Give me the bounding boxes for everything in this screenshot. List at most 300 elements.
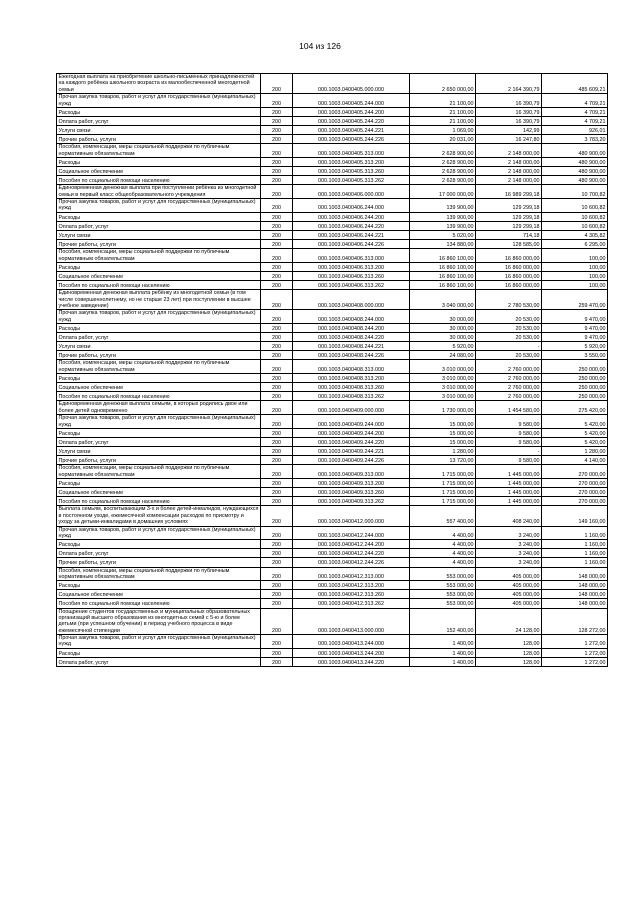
page-number: 104 из 126 (299, 41, 341, 51)
cell-name: Поощрение студентов государственных и муниципальных образовательных организаций высшего образования из многодетных семей с 5-ю и более детьми (при успешном обучении) в период учебного процесса в виде ежемесячной стипендии (57, 608, 261, 635)
cell-line-code: 200 (261, 506, 293, 526)
cell-budget-code: 000.1003.0400413.244.220 (293, 657, 410, 666)
cell-unexecuted: 9 470,00 (542, 324, 608, 333)
cell-executed: 16 860 000,00 (476, 262, 542, 271)
cell-executed: - (476, 342, 542, 351)
table-row (57, 383, 608, 392)
cell-name: Услуги связи (57, 447, 261, 456)
table-row (57, 107, 608, 116)
cell-executed: 3 240,00 (476, 540, 542, 549)
budget-execution-table (56, 73, 608, 667)
cell-budget-code: 000.1003.0400406.000.000 (293, 185, 410, 199)
cell-name: Выплата семьям, воспитывающим 3-х и более детей-инвалидов, нуждающихся в постоянном уходе, ежемесячной компенсации расходов по присмотру и уходу за детьми-инвалидами в домашних условиях (57, 506, 261, 526)
cell-name: Пособия, компенсации, меры социальной поддержки по публичным нормативным обязательствам (57, 465, 261, 479)
cell-budget-code: 000.1003.0400412.313.000 (293, 567, 410, 581)
cell-line-code: 200 (261, 74, 293, 94)
cell-unexecuted: 1 160,00 (542, 540, 608, 549)
table-row (57, 262, 608, 271)
cell-budget-code: 000.1003.0400412.244.226 (293, 558, 410, 567)
cell-executed: 16 390,79 (476, 107, 542, 116)
cell-budget-code: 000.1003.0400409.244.221 (293, 447, 410, 456)
cell-name: Пособия по социальной помощи населению (57, 281, 261, 290)
cell-executed: 16 860 000,00 (476, 249, 542, 263)
cell-budget-code: 000.1003.0400408.244.226 (293, 351, 410, 360)
cell-budget-code: 000.1003.0400408.313.000 (293, 360, 410, 374)
table-row (57, 176, 608, 185)
table-row (57, 374, 608, 383)
cell-line-code: 200 (261, 310, 293, 324)
cell-name: Прочая закупка товаров, работ и услуг для государственных (муниципальных) нужд (57, 635, 261, 649)
cell-name: Оплата работ, услуг (57, 549, 261, 558)
cell-unexecuted: 9 470,00 (542, 310, 608, 324)
cell-executed: 3 240,00 (476, 549, 542, 558)
cell-executed: 129 299,18 (476, 221, 542, 230)
table-row (57, 199, 608, 213)
cell-approved: 30 000,00 (410, 310, 476, 324)
cell-name: Прочая закупка товаров, работ и услуг для государственных (муниципальных) нужд (57, 199, 261, 213)
cell-line-code: 200 (261, 497, 293, 506)
cell-unexecuted: 275 420,00 (542, 401, 608, 415)
table-row (57, 310, 608, 324)
cell-name: Пособия, компенсации, меры социальной поддержки по публичным нормативным обязательствам (57, 360, 261, 374)
cell-executed: 2 760 000,00 (476, 374, 542, 383)
cell-name: Оплата работ, услуг (57, 333, 261, 342)
table-row (57, 657, 608, 666)
table-row (57, 581, 608, 590)
cell-unexecuted: 148 000,00 (542, 567, 608, 581)
cell-line-code: 200 (261, 428, 293, 437)
cell-line-code: 200 (261, 479, 293, 488)
cell-executed: 9 580,00 (476, 438, 542, 447)
cell-budget-code: 000.1003.0400408.000.000 (293, 290, 410, 310)
cell-executed: 3 240,00 (476, 558, 542, 567)
cell-approved: 4 400,00 (410, 549, 476, 558)
cell-executed: 408 240,00 (476, 506, 542, 526)
cell-executed: 129 299,18 (476, 212, 542, 221)
cell-line-code: 200 (261, 272, 293, 281)
cell-name: Прочие работы, услуги (57, 456, 261, 465)
cell-unexecuted: 10 600,82 (542, 199, 608, 213)
cell-name: Расходы (57, 158, 261, 167)
cell-budget-code: 000.1003.0400405.244.000 (293, 94, 410, 108)
cell-approved: 5 020,00 (410, 230, 476, 239)
cell-approved: 5 920,00 (410, 342, 476, 351)
cell-executed: 405 000,00 (476, 599, 542, 608)
table-row (57, 240, 608, 249)
cell-approved: 3 010 000,00 (410, 360, 476, 374)
cell-line-code: 200 (261, 351, 293, 360)
cell-unexecuted: 1 272,00 (542, 635, 608, 649)
cell-approved: 3 010 000,00 (410, 392, 476, 401)
cell-unexecuted: 4 305,82 (542, 230, 608, 239)
table-row (57, 135, 608, 144)
table-row (57, 401, 608, 415)
cell-line-code: 200 (261, 126, 293, 135)
cell-budget-code: 000.1003.0400405.313.200 (293, 158, 410, 167)
cell-budget-code: 000.1003.0400412.244.200 (293, 540, 410, 549)
cell-approved: 21 100,00 (410, 94, 476, 108)
cell-line-code: 200 (261, 94, 293, 108)
cell-approved: 553 000,00 (410, 581, 476, 590)
cell-budget-code: 000.1003.0400409.244.200 (293, 428, 410, 437)
table-row (57, 342, 608, 351)
cell-approved: 1 715 000,00 (410, 479, 476, 488)
table-row (57, 447, 608, 456)
table-row (57, 599, 608, 608)
cell-budget-code: 000.1003.0400408.244.200 (293, 324, 410, 333)
cell-unexecuted: 5 920,00 (542, 342, 608, 351)
cell-line-code: 200 (261, 185, 293, 199)
cell-name: Оплата работ, услуг (57, 657, 261, 666)
cell-unexecuted: 1 160,00 (542, 549, 608, 558)
cell-line-code: 200 (261, 333, 293, 342)
cell-approved: 1 715 000,00 (410, 465, 476, 479)
cell-line-code: 200 (261, 199, 293, 213)
cell-executed: 2 780 530,00 (476, 290, 542, 310)
cell-budget-code: 000.1003.0400405.244.221 (293, 126, 410, 135)
cell-line-code: 200 (261, 230, 293, 239)
table-row (57, 558, 608, 567)
table-row (57, 144, 608, 158)
cell-line-code: 200 (261, 360, 293, 374)
cell-line-code: 200 (261, 374, 293, 383)
table-row (57, 415, 608, 429)
cell-unexecuted: 148 000,00 (542, 599, 608, 608)
table-row (57, 94, 608, 108)
cell-line-code: 200 (261, 324, 293, 333)
cell-budget-code: 000.1003.0400409.313.000 (293, 465, 410, 479)
cell-name: Расходы (57, 324, 261, 333)
cell-approved: 15 000,00 (410, 428, 476, 437)
table-row (57, 167, 608, 176)
cell-unexecuted: 1 272,00 (542, 657, 608, 666)
cell-approved: 21 100,00 (410, 116, 476, 125)
cell-unexecuted: 5 420,00 (542, 438, 608, 447)
cell-name: Расходы (57, 540, 261, 549)
cell-line-code: 200 (261, 221, 293, 230)
cell-line-code: 200 (261, 540, 293, 549)
cell-line-code: 200 (261, 281, 293, 290)
cell-name: Социальное обеспечение (57, 590, 261, 599)
cell-executed: 405 000,00 (476, 567, 542, 581)
cell-approved: 4 400,00 (410, 526, 476, 540)
cell-budget-code: 000.1003.0400405.244.226 (293, 135, 410, 144)
cell-unexecuted: 10 600,82 (542, 221, 608, 230)
cell-approved: 1 400,00 (410, 648, 476, 657)
cell-unexecuted: 485 609,21 (542, 74, 608, 94)
cell-executed: 2 148 000,00 (476, 144, 542, 158)
cell-unexecuted: 480 900,00 (542, 144, 608, 158)
table-row (57, 158, 608, 167)
cell-unexecuted: 4 709,21 (542, 116, 608, 125)
cell-line-code: 200 (261, 465, 293, 479)
cell-name: Расходы (57, 262, 261, 271)
cell-unexecuted: 480 900,00 (542, 167, 608, 176)
cell-unexecuted: 4 709,21 (542, 107, 608, 116)
cell-unexecuted: 1 272,00 (542, 648, 608, 657)
table-row (57, 506, 608, 526)
table-row (57, 526, 608, 540)
cell-budget-code: 000.1003.0400412.244.220 (293, 549, 410, 558)
cell-unexecuted: 1 160,00 (542, 526, 608, 540)
cell-executed: 1 445 000,00 (476, 488, 542, 497)
cell-unexecuted: 259 470,00 (542, 290, 608, 310)
cell-unexecuted: 5 420,00 (542, 415, 608, 429)
cell-budget-code: 000.1003.0400412.000.000 (293, 506, 410, 526)
cell-name: Пособия по социальной помощи населению (57, 392, 261, 401)
cell-approved: 134 880,00 (410, 240, 476, 249)
cell-line-code: 200 (261, 176, 293, 185)
table-row (57, 230, 608, 239)
cell-name: Расходы (57, 212, 261, 221)
cell-name: Прочая закупка товаров, работ и услуг для государственных (муниципальных) нужд (57, 526, 261, 540)
cell-line-code: 200 (261, 590, 293, 599)
cell-budget-code: 000.1003.0400405.244.220 (293, 116, 410, 125)
cell-line-code: 200 (261, 526, 293, 540)
cell-line-code: 200 (261, 392, 293, 401)
cell-budget-code: 000.1003.0400409.313.262 (293, 497, 410, 506)
cell-name: Расходы (57, 374, 261, 383)
cell-executed: 128,00 (476, 657, 542, 666)
table-row (57, 648, 608, 657)
table-row (57, 465, 608, 479)
cell-name: Расходы (57, 107, 261, 116)
cell-approved: 1 730 000,00 (410, 401, 476, 415)
cell-name: Единовременная денежная выплата ребёнку из многодетной семьи (в том числе совершеннолетнему, но не старше 23 лет) при поступлении в высшее учебное заведение) (57, 290, 261, 310)
cell-approved: 2 628 900,00 (410, 158, 476, 167)
table-row (57, 497, 608, 506)
cell-executed: 1 445 000,00 (476, 479, 542, 488)
cell-executed: 128 585,00 (476, 240, 542, 249)
cell-name: Пособия, компенсации, меры социальной поддержки по публичным нормативным обязательствам (57, 144, 261, 158)
cell-approved: 1 069,00 (410, 126, 476, 135)
cell-unexecuted: 148 000,00 (542, 590, 608, 599)
cell-line-code: 200 (261, 158, 293, 167)
cell-name: Единовременная денежная выплата при поступлении ребёнка из многодетной семьи в первый класс общеобразовательного учреждения (57, 185, 261, 199)
cell-unexecuted: 100,00 (542, 281, 608, 290)
cell-budget-code: 000.1003.0400409.244.226 (293, 456, 410, 465)
table-row (57, 249, 608, 263)
cell-approved: 17 000 000,00 (410, 185, 476, 199)
table-row (57, 185, 608, 199)
cell-line-code: 200 (261, 635, 293, 649)
cell-unexecuted: 270 000,00 (542, 465, 608, 479)
cell-unexecuted: 5 420,00 (542, 428, 608, 437)
cell-approved: 1 280,00 (410, 447, 476, 456)
cell-executed: 3 240,00 (476, 526, 542, 540)
cell-executed: 129 299,18 (476, 199, 542, 213)
cell-budget-code: 000.1003.0400405.313.260 (293, 167, 410, 176)
cell-budget-code: 000.1003.0400406.244.221 (293, 230, 410, 239)
cell-approved: 2 628 900,00 (410, 176, 476, 185)
cell-executed: 2 760 000,00 (476, 383, 542, 392)
cell-unexecuted: 100,00 (542, 249, 608, 263)
cell-budget-code: 000.1003.0400409.244.000 (293, 415, 410, 429)
table-row (57, 281, 608, 290)
cell-name: Единовременная денежная выплата семьям, в которых родились двое или более детей одновременно (57, 401, 261, 415)
cell-approved: 24 080,00 (410, 351, 476, 360)
cell-budget-code: 000.1003.0400408.244.000 (293, 310, 410, 324)
cell-executed: 1 445 000,00 (476, 465, 542, 479)
cell-unexecuted: 10 600,82 (542, 212, 608, 221)
cell-approved: 2 628 900,00 (410, 144, 476, 158)
cell-approved: 553 000,00 (410, 599, 476, 608)
cell-name: Услуги связи (57, 126, 261, 135)
table-row (57, 351, 608, 360)
cell-budget-code: 000.1003.0400406.313.000 (293, 249, 410, 263)
cell-budget-code: 000.1003.0400412.313.260 (293, 590, 410, 599)
cell-name: Пособия по социальной помощи населению (57, 599, 261, 608)
cell-budget-code: 000.1003.0400406.244.000 (293, 199, 410, 213)
cell-budget-code: 000.1003.0400412.313.200 (293, 581, 410, 590)
cell-line-code: 200 (261, 383, 293, 392)
cell-name: Пособия по социальной помощи населению (57, 176, 261, 185)
cell-name: Услуги связи (57, 342, 261, 351)
cell-executed: 2 760 000,00 (476, 392, 542, 401)
cell-approved: 553 000,00 (410, 590, 476, 599)
cell-name: Прочие работы, услуги (57, 351, 261, 360)
cell-approved: 16 860 100,00 (410, 262, 476, 271)
cell-budget-code: 000.1003.0400406.244.226 (293, 240, 410, 249)
cell-approved: 1 400,00 (410, 635, 476, 649)
cell-unexecuted: 480 900,00 (542, 158, 608, 167)
cell-budget-code: 000.1003.0400408.244.220 (293, 333, 410, 342)
table-row (57, 212, 608, 221)
cell-executed: 405 000,00 (476, 590, 542, 599)
cell-approved: 2 650 000,00 (410, 74, 476, 94)
cell-unexecuted: 270 000,00 (542, 488, 608, 497)
cell-executed: 2 760 000,00 (476, 360, 542, 374)
cell-unexecuted: 250 000,00 (542, 360, 608, 374)
cell-approved: 3 040 000,00 (410, 290, 476, 310)
cell-executed: 1 454 580,00 (476, 401, 542, 415)
cell-name: Оплата работ, услуг (57, 116, 261, 125)
cell-approved: 13 720,00 (410, 456, 476, 465)
cell-approved: 553 000,00 (410, 567, 476, 581)
cell-budget-code: 000.1003.0400405.244.200 (293, 107, 410, 116)
table-row (57, 590, 608, 599)
cell-approved: 3 010 000,00 (410, 374, 476, 383)
cell-line-code: 200 (261, 567, 293, 581)
cell-approved: 20 031,00 (410, 135, 476, 144)
cell-name: Прочие работы, услуги (57, 240, 261, 249)
cell-executed: 16 989 299,18 (476, 185, 542, 199)
cell-name: Прочие работы, услуги (57, 558, 261, 567)
cell-executed: 20 530,00 (476, 351, 542, 360)
cell-unexecuted: 100,00 (542, 272, 608, 281)
table-row (57, 221, 608, 230)
cell-name: Оплата работ, услуг (57, 438, 261, 447)
cell-name: Оплата работ, услуг (57, 221, 261, 230)
table-row (57, 126, 608, 135)
table-row (57, 116, 608, 125)
cell-budget-code: 000.1003.0400406.244.200 (293, 212, 410, 221)
cell-budget-code: 000.1003.0400409.313.260 (293, 488, 410, 497)
cell-budget-code: 000.1003.0400408.313.262 (293, 392, 410, 401)
cell-name: Социальное обеспечение (57, 167, 261, 176)
cell-executed: 142,99 (476, 126, 542, 135)
cell-unexecuted: 4 709,21 (542, 94, 608, 108)
cell-line-code: 200 (261, 581, 293, 590)
cell-line-code: 200 (261, 116, 293, 125)
cell-name: Расходы (57, 428, 261, 437)
cell-approved: 557 400,00 (410, 506, 476, 526)
cell-line-code: 200 (261, 549, 293, 558)
table-row (57, 428, 608, 437)
cell-unexecuted: 3 783,20 (542, 135, 608, 144)
cell-unexecuted: 250 000,00 (542, 383, 608, 392)
cell-executed: 2 148 000,00 (476, 158, 542, 167)
cell-executed: 2 164 390,79 (476, 74, 542, 94)
cell-unexecuted: 148 000,00 (542, 581, 608, 590)
cell-approved: 139 900,00 (410, 212, 476, 221)
cell-budget-code: 000.1003.0400409.000.000 (293, 401, 410, 415)
cell-name: Услуги связи (57, 230, 261, 239)
cell-unexecuted: 1 280,00 (542, 447, 608, 456)
table-row (57, 333, 608, 342)
cell-executed: 16 247,80 (476, 135, 542, 144)
cell-budget-code: 000.1003.0400409.313.200 (293, 479, 410, 488)
cell-executed: 16 860 000,00 (476, 281, 542, 290)
cell-unexecuted: 1 160,00 (542, 558, 608, 567)
cell-executed: 9 580,00 (476, 415, 542, 429)
cell-name: Социальное обеспечение (57, 488, 261, 497)
cell-budget-code: 000.1003.0400406.313.260 (293, 272, 410, 281)
table-row (57, 438, 608, 447)
cell-executed: 714,18 (476, 230, 542, 239)
cell-name: Социальное обеспечение (57, 383, 261, 392)
cell-budget-code: 000.1003.0400406.313.262 (293, 281, 410, 290)
cell-executed: 405 000,00 (476, 581, 542, 590)
cell-budget-code: 000.1003.0400406.313.200 (293, 262, 410, 271)
cell-executed: 20 530,00 (476, 333, 542, 342)
cell-unexecuted: 250 000,00 (542, 392, 608, 401)
cell-unexecuted: 270 000,00 (542, 479, 608, 488)
cell-budget-code: 000.1003.0400413.244.000 (293, 635, 410, 649)
table-row (57, 74, 608, 94)
cell-approved: 139 900,00 (410, 221, 476, 230)
cell-name: Прочая закупка товаров, работ и услуг для государственных (муниципальных) нужд (57, 94, 261, 108)
cell-name: Социальное обеспечение (57, 272, 261, 281)
table-row (57, 360, 608, 374)
cell-approved: 1 400,00 (410, 657, 476, 666)
cell-unexecuted: 480 900,00 (542, 176, 608, 185)
cell-budget-code: 000.1003.0400405.000.000 (293, 74, 410, 94)
cell-line-code: 200 (261, 438, 293, 447)
cell-approved: 21 100,00 (410, 107, 476, 116)
table-row (57, 392, 608, 401)
cell-budget-code: 000.1003.0400413.244.200 (293, 648, 410, 657)
cell-approved: 4 400,00 (410, 540, 476, 549)
cell-budget-code: 000.1003.0400408.313.260 (293, 383, 410, 392)
cell-line-code: 200 (261, 558, 293, 567)
cell-name: Прочая закупка товаров, работ и услуг для государственных (муниципальных) нужд (57, 310, 261, 324)
cell-approved: 30 000,00 (410, 333, 476, 342)
cell-executed: 128,00 (476, 635, 542, 649)
cell-line-code: 200 (261, 107, 293, 116)
cell-executed: 128,00 (476, 648, 542, 657)
cell-approved: 2 628 900,00 (410, 167, 476, 176)
table-row (57, 479, 608, 488)
cell-line-code: 200 (261, 212, 293, 221)
cell-line-code: 200 (261, 135, 293, 144)
table-row (57, 488, 608, 497)
cell-approved: 30 000,00 (410, 324, 476, 333)
table-row (57, 608, 608, 635)
cell-approved: 16 860 100,00 (410, 249, 476, 263)
cell-line-code: 200 (261, 342, 293, 351)
cell-name: Ежегодная выплата на приобретение школьно-письменных принадлежностей на каждого ребёнка школьного возраста из малообеспеченной многодетной семьи (57, 74, 261, 94)
